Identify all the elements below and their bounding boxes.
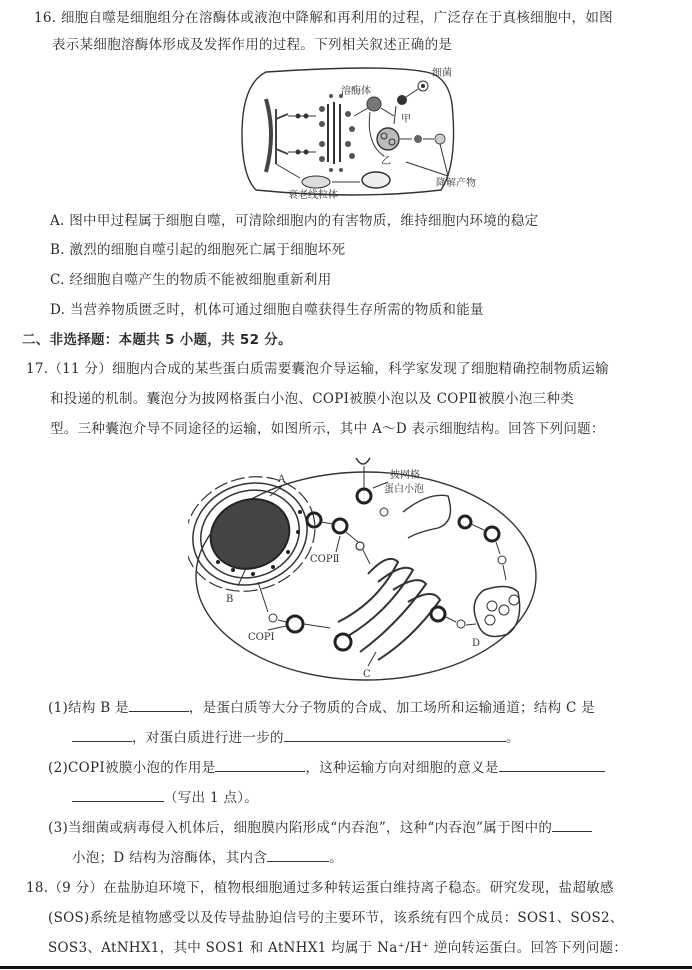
q17-sub2-line2: [72, 787, 258, 808]
section-heading: 二、非选择题：本题共 5 小题，共 52 分。: [22, 332, 292, 348]
answer-blank-lysosome-content[interactable]: [267, 847, 329, 862]
q17-sub1-line1: [48, 697, 595, 718]
q17-sub1-line2: [72, 727, 520, 748]
label-clathrin-line2: 蛋白小泡: [384, 484, 424, 495]
q17-sub3-text-b: 小泡；D 结构为溶酶体，其内含: [72, 850, 268, 866]
label-copii: COPⅡ: [310, 554, 340, 565]
cell-vesicle-diagram-icon: [188, 452, 538, 688]
q16-option-d: D. 当营养物质匮乏时，机体可通过细胞自噬获得生存所需的物质和能量: [50, 302, 484, 318]
label-yi: 乙: [381, 156, 391, 167]
answer-blank-structure-b[interactable]: [129, 697, 189, 712]
autophagy-diagram: [236, 64, 496, 200]
q16-stem-line1: 16. 细胞自噬是细胞组分在溶酶体或液泡中降解和再利用的过程，广泛存在于真核细胞中，如图: [34, 10, 613, 26]
q17-stem-line1: 17.（11 分）细胞内合成的某些蛋白质需要囊泡介导运输，科学家发现了细胞精确控制物质运输: [26, 361, 609, 377]
q17-sub2-text-a: (2)COPⅠ被膜小泡的作用是: [48, 760, 216, 776]
label-clathrin-line1: 披网格: [390, 470, 420, 481]
q17-sub1-text-c: ，对蛋白质进行进一步的: [132, 730, 284, 746]
answer-blank-copi-function[interactable]: [215, 757, 305, 772]
q16-option-a: A. 图中甲过程属于细胞自噬，可清除细胞内的有害物质，维持细胞内环境的稳定: [50, 213, 539, 229]
label-lysosome: 溶酶体: [341, 86, 371, 97]
label-b: B: [226, 594, 234, 605]
cell-diagram-icon: [236, 64, 496, 200]
q16-stem-line2: 表示某细胞溶酶体形成及发挥作用的过程。下列相关叙述正确的是: [52, 37, 453, 53]
q17-stem-line2: 和投递的机制。囊泡分为披网格蛋白小泡、COPⅠ被膜小泡以及 COPⅡ被膜小泡三种类: [50, 391, 575, 407]
page-bottom-rule: [0, 966, 692, 969]
answer-blank-vesicle-type[interactable]: [552, 817, 592, 832]
answer-blank-processing[interactable]: [284, 727, 506, 742]
answer-blank-significance-1[interactable]: [499, 757, 605, 772]
q17-sub2-text-c: （写出 1 点）。: [164, 790, 259, 806]
label-aging-mitochondria: 衰老线粒体: [288, 190, 338, 200]
q18-stem-line1: 18.（9 分）在盐胁迫环境下，植物根细胞通过多种转运蛋白维持离子稳态。研究发现，盐超敏感: [26, 880, 614, 896]
q17-sub2-line1: [48, 757, 605, 778]
q17-sub3-text-a: (3)当细菌或病毒侵入机体后，细胞膜内陷形成“内吞泡”，这种“内吞泡”属于图中的: [48, 820, 553, 836]
q17-stem-line3: 型。三种囊泡介导不同途径的运输，如图所示，其中 A～D 表示细胞结构。回答下列问题：: [50, 421, 605, 437]
q17-sub1-text-a: (1)结构 B 是: [48, 700, 129, 716]
label-bacteria: 细菌: [432, 68, 452, 79]
answer-blank-significance-2[interactable]: [72, 787, 164, 802]
label-jia: 甲: [401, 114, 411, 125]
q16-option-b: B. 激烈的细胞自噬引起的细胞死亡属于细胞坏死: [50, 242, 346, 258]
q17-sub1-text-d: 。: [505, 730, 520, 746]
q17-sub3-line2: [72, 847, 343, 868]
answer-blank-structure-c[interactable]: [72, 727, 132, 742]
q17-sub2-text-b: ，这种运输方向对细胞的意义是: [305, 760, 499, 776]
q18-stem-line3: SOS3、AtNHX1，其中 SOS1 和 AtNHX1 均属于 Na⁺/H⁺ 逆向转运蛋白。回答下列问题：: [48, 940, 628, 956]
q17-sub1-text-b: ，是蛋白质等大分子物质的合成、加工场所和运输通道；结构 C 是: [188, 700, 596, 716]
label-degradation-products: 降解产物: [436, 178, 476, 189]
q17-sub3-text-c: 。: [329, 850, 343, 866]
label-c: C: [363, 669, 371, 680]
label-a: A: [278, 474, 286, 485]
label-copi: COPⅠ: [248, 632, 275, 643]
q18-stem-line2: (SOS)系统是植物感受以及传导盐胁迫信号的主要环节，该系统有四个成员：SOS1、SOS2、: [48, 910, 624, 926]
q17-sub3-line1: [48, 817, 592, 838]
label-d: D: [472, 638, 481, 649]
vesicle-transport-diagram: [188, 452, 538, 688]
q16-option-c: C. 经细胞自噬产生的物质不能被细胞重新利用: [50, 272, 332, 288]
